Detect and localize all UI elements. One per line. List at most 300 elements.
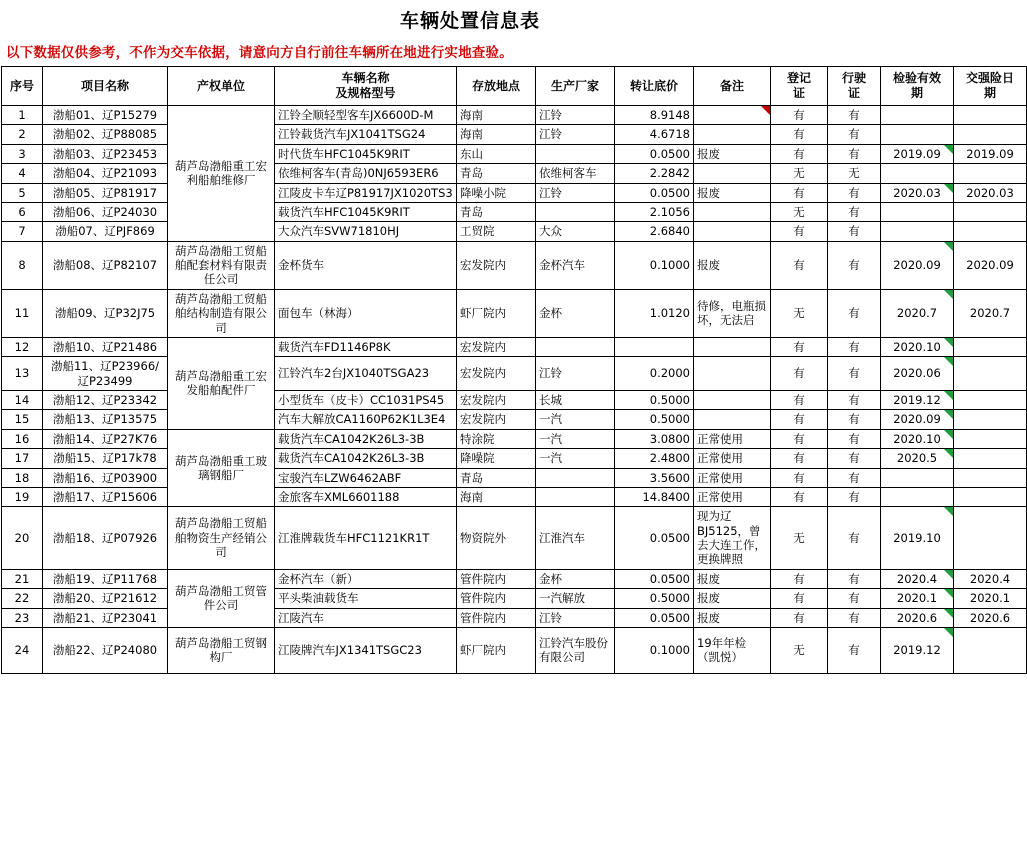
cell-index: 13 (2, 357, 43, 391)
cell-manufacturer: 江铃汽车股份有限公司 (536, 627, 615, 673)
header-index: 序号 (2, 67, 43, 106)
cell-project: 渤船15、辽P17k78 (43, 449, 168, 468)
cell-insurance-date (954, 507, 1027, 570)
cell-insurance-date (954, 125, 1027, 144)
cell-driving-license: 有 (828, 569, 881, 588)
cell-note (694, 202, 771, 221)
cell-insurance-date (954, 487, 1027, 506)
cell-index: 5 (2, 183, 43, 202)
cell-project: 渤船21、辽P23041 (43, 608, 168, 627)
cell-price: 4.6718 (615, 125, 694, 144)
cell-manufacturer (536, 144, 615, 163)
cell-inspection-validity: 2019.12 (881, 391, 954, 410)
cell-note (694, 106, 771, 125)
cell-project: 渤船04、辽P21093 (43, 164, 168, 183)
cell-inspection-validity: 2020.4 (881, 569, 954, 588)
cell-vehicle-name: 江陵牌汽车JX1341TSGC23 (275, 627, 457, 673)
cell-registration: 无 (771, 627, 828, 673)
cell-index: 8 (2, 241, 43, 289)
cell-note (694, 164, 771, 183)
cell-driving-license: 有 (828, 410, 881, 429)
cell-vehicle-name: 汽车大解放CA1160P62K1L3E4 (275, 410, 457, 429)
cell-project: 渤船11、辽P23966/辽P23499 (43, 357, 168, 391)
cell-manufacturer: 江铃 (536, 125, 615, 144)
cell-place: 宏发院内 (457, 337, 536, 356)
cell-inspection-validity (881, 164, 954, 183)
header-inspection-validity (881, 67, 954, 106)
cell-registration: 有 (771, 487, 828, 506)
cell-place: 虾厂院内 (457, 289, 536, 337)
cell-index: 2 (2, 125, 43, 144)
cell-place: 特涂院 (457, 429, 536, 448)
cell-vehicle-name: 载货汽车FD1146P8K (275, 337, 457, 356)
cell-project: 渤船06、辽P24030 (43, 202, 168, 221)
cell-project: 渤船20、辽P21612 (43, 589, 168, 608)
cell-note (694, 357, 771, 391)
table-row (2, 241, 1027, 289)
cell-inspection-validity (881, 125, 954, 144)
header-driving-license-line1: 行驶 (841, 71, 866, 85)
header-driving-license-line2: 证 (847, 86, 860, 100)
cell-price (615, 337, 694, 356)
table-row (2, 429, 1027, 448)
cell-place: 管件院内 (457, 589, 536, 608)
cell-place: 海南 (457, 487, 536, 506)
cell-index: 18 (2, 468, 43, 487)
cell-vehicle-name: 载货汽车HFC1045K9RIT (275, 202, 457, 221)
cell-project: 渤船03、辽P23453 (43, 144, 168, 163)
cell-driving-license: 有 (828, 627, 881, 673)
header-vehicle-line1: 车辆名称 (341, 71, 390, 85)
cell-registration: 有 (771, 241, 828, 289)
cell-project: 渤船01、辽P15279 (43, 106, 168, 125)
cell-manufacturer (536, 202, 615, 221)
cell-manufacturer: 依维柯客车 (536, 164, 615, 183)
cell-note: 正常使用 (694, 487, 771, 506)
cell-place: 管件院内 (457, 569, 536, 588)
table-row (2, 222, 1027, 241)
cell-insurance-date (954, 337, 1027, 356)
cell-insurance-date (954, 449, 1027, 468)
cell-project: 渤船10、辽P21486 (43, 337, 168, 356)
cell-place: 宏发院内 (457, 357, 536, 391)
cell-price: 0.5000 (615, 391, 694, 410)
cell-registration: 有 (771, 183, 828, 202)
cell-manufacturer: 一汽 (536, 449, 615, 468)
cell-driving-license: 有 (828, 183, 881, 202)
cell-inspection-validity (881, 468, 954, 487)
table-row (2, 487, 1027, 506)
cell-price: 0.5000 (615, 410, 694, 429)
cell-driving-license: 有 (828, 449, 881, 468)
cell-note (694, 337, 771, 356)
cell-insurance-date: 2020.1 (954, 589, 1027, 608)
cell-note (694, 125, 771, 144)
cell-price: 0.0500 (615, 507, 694, 570)
cell-vehicle-name: 金杯汽车（新） (275, 569, 457, 588)
cell-owner: 葫芦岛渤船工贸钢构厂 (168, 627, 275, 673)
cell-note: 报废 (694, 144, 771, 163)
cell-inspection-validity: 2019.09 (881, 144, 954, 163)
cell-inspection-validity: 2020.10 (881, 337, 954, 356)
cell-inspection-validity: 2020.6 (881, 608, 954, 627)
table-body (2, 106, 1027, 674)
cell-insurance-date (954, 106, 1027, 125)
cell-vehicle-name: 金旅客车XML6601188 (275, 487, 457, 506)
cell-manufacturer: 长城 (536, 391, 615, 410)
cell-place: 降噪院 (457, 449, 536, 468)
cell-inspection-validity: 2020.1 (881, 589, 954, 608)
cell-price: 0.1000 (615, 627, 694, 673)
header-registration-line2: 证 (792, 86, 805, 100)
cell-price: 0.0500 (615, 608, 694, 627)
table-row (2, 106, 1027, 125)
header-owner: 产权单位 (168, 67, 275, 106)
cell-note: 19年年检（凯悦） (694, 627, 771, 673)
cell-driving-license: 有 (828, 429, 881, 448)
cell-index: 6 (2, 202, 43, 221)
cell-owner: 葫芦岛渤船工贸船舶结构制造有限公司 (168, 289, 275, 337)
cell-vehicle-name: 面包车（林海） (275, 289, 457, 337)
cell-owner: 葫芦岛渤船重工宏发船舶配件厂 (168, 337, 275, 429)
cell-project: 渤船12、辽P23342 (43, 391, 168, 410)
cell-price: 2.6840 (615, 222, 694, 241)
cell-note (694, 410, 771, 429)
notice-text: 以下数据仅供参考，不作为交车依据，请意向方自行前往车辆所在地进行实地查验。 (6, 45, 513, 61)
cell-registration: 有 (771, 429, 828, 448)
cell-project: 渤船09、辽P32J75 (43, 289, 168, 337)
cell-registration: 有 (771, 449, 828, 468)
cell-owner: 葫芦岛渤船工贸船舶物资生产经销公司 (168, 507, 275, 570)
table-row (2, 183, 1027, 202)
cell-inspection-validity: 2020.7 (881, 289, 954, 337)
cell-vehicle-name: 载货汽车CA1042K26L3-3B (275, 429, 457, 448)
cell-insurance-date (954, 429, 1027, 448)
cell-inspection-validity: 2020.03 (881, 183, 954, 202)
table-row (2, 449, 1027, 468)
cell-insurance-date: 2020.6 (954, 608, 1027, 627)
cell-place: 物资院外 (457, 507, 536, 570)
cell-driving-license: 有 (828, 391, 881, 410)
cell-vehicle-name: 小型货车（皮卡）CC1031PS45 (275, 391, 457, 410)
cell-registration: 无 (771, 507, 828, 570)
cell-index: 1 (2, 106, 43, 125)
cell-place: 工贸院 (457, 222, 536, 241)
cell-registration: 有 (771, 391, 828, 410)
cell-registration: 有 (771, 410, 828, 429)
header-place: 存放地点 (457, 67, 536, 106)
cell-note: 报废 (694, 589, 771, 608)
cell-price: 2.2842 (615, 164, 694, 183)
cell-vehicle-name: 载货汽车CA1042K26L3-3B (275, 449, 457, 468)
cell-index: 12 (2, 337, 43, 356)
table-row (2, 289, 1027, 337)
header-price: 转让底价 (615, 67, 694, 106)
cell-place: 青岛 (457, 164, 536, 183)
cell-driving-license: 有 (828, 608, 881, 627)
cell-insurance-date (954, 410, 1027, 429)
cell-owner: 葫芦岛渤船重工玻璃钢船厂 (168, 429, 275, 507)
cell-driving-license: 有 (828, 106, 881, 125)
cell-manufacturer: 一汽 (536, 429, 615, 448)
cell-insurance-date (954, 222, 1027, 241)
cell-price: 0.2000 (615, 357, 694, 391)
cell-driving-license: 有 (828, 589, 881, 608)
cell-vehicle-name: 江淮牌载货车HFC1121KR1T (275, 507, 457, 570)
cell-insurance-date: 2020.4 (954, 569, 1027, 588)
cell-registration: 无 (771, 202, 828, 221)
cell-place: 降噪小院 (457, 183, 536, 202)
cell-note: 报废 (694, 569, 771, 588)
cell-insurance-date: 2019.09 (954, 144, 1027, 163)
cell-inspection-validity (881, 487, 954, 506)
header-insurance-line2: 期 (983, 86, 996, 100)
cell-insurance-date: 2020.03 (954, 183, 1027, 202)
cell-inspection-validity: 2019.10 (881, 507, 954, 570)
cell-vehicle-name: 江铃载货汽车JX1041TSG24 (275, 125, 457, 144)
cell-place: 青岛 (457, 468, 536, 487)
cell-driving-license: 有 (828, 222, 881, 241)
header-insurance-date (954, 67, 1027, 106)
cell-inspection-validity (881, 222, 954, 241)
cell-registration: 有 (771, 144, 828, 163)
cell-vehicle-name: 江铃全顺轻型客车JX6600D-M (275, 106, 457, 125)
cell-insurance-date (954, 391, 1027, 410)
cell-registration: 有 (771, 337, 828, 356)
cell-registration: 有 (771, 222, 828, 241)
cell-note (694, 391, 771, 410)
cell-manufacturer: 金杯汽车 (536, 241, 615, 289)
cell-manufacturer: 江铃 (536, 106, 615, 125)
table-row (2, 202, 1027, 221)
table-row (2, 357, 1027, 391)
cell-place: 青岛 (457, 202, 536, 221)
cell-vehicle-name: 平头柴油载货车 (275, 589, 457, 608)
cell-registration: 有 (771, 106, 828, 125)
cell-insurance-date (954, 468, 1027, 487)
cell-vehicle-name: 江陵皮卡车辽P81917JX1020TS3 (275, 183, 457, 202)
cell-owner: 葫芦岛渤船工贸船舶配套材料有限责任公司 (168, 241, 275, 289)
header-driving-license (828, 67, 881, 106)
table-row (2, 608, 1027, 627)
cell-vehicle-name: 江陵汽车 (275, 608, 457, 627)
cell-manufacturer: 一汽 (536, 410, 615, 429)
cell-manufacturer: 金杯 (536, 289, 615, 337)
cell-index: 17 (2, 449, 43, 468)
cell-project: 渤船19、辽P11768 (43, 569, 168, 588)
cell-registration: 无 (771, 289, 828, 337)
cell-owner: 葫芦岛渤船工贸管件公司 (168, 569, 275, 627)
cell-registration: 有 (771, 569, 828, 588)
cell-inspection-validity: 2020.09 (881, 410, 954, 429)
cell-index: 11 (2, 289, 43, 337)
table-row (2, 569, 1027, 588)
cell-manufacturer: 一汽解放 (536, 589, 615, 608)
cell-price: 0.5000 (615, 589, 694, 608)
cell-registration: 无 (771, 164, 828, 183)
cell-driving-license: 有 (828, 241, 881, 289)
page-title: 车辆处置信息表 (399, 10, 540, 32)
cell-note: 现为辽BJ5125，曾去大连工作，更换牌照 (694, 507, 771, 570)
cell-index: 14 (2, 391, 43, 410)
cell-index: 3 (2, 144, 43, 163)
cell-place: 宏发院内 (457, 391, 536, 410)
cell-registration: 有 (771, 589, 828, 608)
cell-inspection-validity (881, 202, 954, 221)
cell-project: 渤船16、辽P03900 (43, 468, 168, 487)
header-registration (771, 67, 828, 106)
table-row (2, 507, 1027, 570)
cell-manufacturer (536, 337, 615, 356)
header-inspection-line1: 检验有效 (892, 71, 941, 85)
cell-price: 0.1000 (615, 241, 694, 289)
cell-index: 24 (2, 627, 43, 673)
cell-price: 0.0500 (615, 569, 694, 588)
header-inspection-line2: 期 (910, 86, 923, 100)
cell-registration: 有 (771, 125, 828, 144)
cell-project: 渤船18、辽P07926 (43, 507, 168, 570)
cell-vehicle-name: 金杯货车 (275, 241, 457, 289)
header-maker: 生产厂家 (536, 67, 615, 106)
vehicle-disposal-table (1, 66, 1027, 674)
cell-note: 正常使用 (694, 449, 771, 468)
table-row (2, 391, 1027, 410)
cell-price: 0.0500 (615, 183, 694, 202)
cell-insurance-date: 2020.7 (954, 289, 1027, 337)
cell-inspection-validity: 2020.10 (881, 429, 954, 448)
cell-index: 16 (2, 429, 43, 448)
cell-place: 海南 (457, 125, 536, 144)
cell-project: 渤船05、辽P81917 (43, 183, 168, 202)
header-row (2, 67, 1027, 106)
cell-index: 20 (2, 507, 43, 570)
cell-inspection-validity: 2020.5 (881, 449, 954, 468)
cell-vehicle-name: 依维柯客车(青岛)0NJ6593ER6 (275, 164, 457, 183)
table-row (2, 410, 1027, 429)
cell-index: 15 (2, 410, 43, 429)
header-vehicle (275, 67, 457, 106)
cell-manufacturer: 江铃 (536, 183, 615, 202)
table-row (2, 468, 1027, 487)
cell-insurance-date (954, 164, 1027, 183)
cell-price: 8.9148 (615, 106, 694, 125)
cell-vehicle-name: 宝骏汽车LZW6462ABF (275, 468, 457, 487)
table-row (2, 125, 1027, 144)
cell-insurance-date: 2020.09 (954, 241, 1027, 289)
header-vehicle-line2: 及规格型号 (335, 86, 396, 100)
cell-index: 23 (2, 608, 43, 627)
cell-manufacturer: 金杯 (536, 569, 615, 588)
cell-price: 14.8400 (615, 487, 694, 506)
cell-note: 正常使用 (694, 429, 771, 448)
cell-manufacturer (536, 468, 615, 487)
cell-inspection-validity: 2019.12 (881, 627, 954, 673)
header-insurance-line1: 交强险日 (965, 71, 1014, 85)
cell-manufacturer (536, 487, 615, 506)
cell-driving-license: 有 (828, 125, 881, 144)
cell-project: 渤船08、辽P82107 (43, 241, 168, 289)
cell-inspection-validity: 2020.06 (881, 357, 954, 391)
cell-registration: 有 (771, 608, 828, 627)
cell-note: 正常使用 (694, 468, 771, 487)
table-row (2, 337, 1027, 356)
cell-driving-license: 有 (828, 357, 881, 391)
cell-project: 渤船22、辽P24080 (43, 627, 168, 673)
header-note: 备注 (694, 67, 771, 106)
cell-place: 虾厂院内 (457, 627, 536, 673)
cell-project: 渤船13、辽P13575 (43, 410, 168, 429)
cell-place: 宏发院内 (457, 410, 536, 429)
cell-place: 海南 (457, 106, 536, 125)
cell-insurance-date (954, 202, 1027, 221)
cell-note: 待修，电瓶损坏，无法启 (694, 289, 771, 337)
cell-driving-license: 有 (828, 144, 881, 163)
cell-price: 2.1056 (615, 202, 694, 221)
cell-vehicle-name: 大众汽车SVW71810HJ (275, 222, 457, 241)
cell-vehicle-name: 时代货车HFC1045K9RIT (275, 144, 457, 163)
cell-price: 0.0500 (615, 144, 694, 163)
table-row (2, 589, 1027, 608)
cell-driving-license: 有 (828, 507, 881, 570)
cell-inspection-validity (881, 106, 954, 125)
cell-manufacturer: 江铃 (536, 357, 615, 391)
cell-place: 管件院内 (457, 608, 536, 627)
cell-manufacturer: 江铃 (536, 608, 615, 627)
header-registration-line1: 登记 (786, 71, 811, 85)
cell-project: 渤船07、辽PJF869 (43, 222, 168, 241)
cell-index: 22 (2, 589, 43, 608)
cell-price: 3.0800 (615, 429, 694, 448)
cell-price: 3.5600 (615, 468, 694, 487)
table-row (2, 164, 1027, 183)
cell-driving-license: 有 (828, 289, 881, 337)
cell-note (694, 222, 771, 241)
cell-note: 报废 (694, 241, 771, 289)
cell-registration: 有 (771, 468, 828, 487)
table-row (2, 144, 1027, 163)
cell-note: 报废 (694, 608, 771, 627)
cell-vehicle-name: 江铃汽车2台JX1040TSGA23 (275, 357, 457, 391)
cell-project: 渤船17、辽P15606 (43, 487, 168, 506)
cell-driving-license: 有 (828, 202, 881, 221)
cell-project: 渤船14、辽P27K76 (43, 429, 168, 448)
cell-insurance-date (954, 357, 1027, 391)
cell-price: 1.0120 (615, 289, 694, 337)
cell-place: 宏发院内 (457, 241, 536, 289)
cell-driving-license: 有 (828, 337, 881, 356)
cell-place: 东山 (457, 144, 536, 163)
table-row (2, 627, 1027, 673)
cell-inspection-validity: 2020.09 (881, 241, 954, 289)
cell-driving-license: 无 (828, 164, 881, 183)
header-project: 项目名称 (43, 67, 168, 106)
cell-index: 7 (2, 222, 43, 241)
cell-note: 报废 (694, 183, 771, 202)
cell-registration: 有 (771, 357, 828, 391)
cell-owner: 葫芦岛渤船重工宏利船舶维修厂 (168, 106, 275, 242)
cell-index: 4 (2, 164, 43, 183)
table-header (2, 67, 1027, 106)
cell-insurance-date (954, 627, 1027, 673)
cell-index: 19 (2, 487, 43, 506)
cell-driving-license: 有 (828, 487, 881, 506)
cell-driving-license: 有 (828, 468, 881, 487)
cell-manufacturer: 大众 (536, 222, 615, 241)
cell-project: 渤船02、辽P88085 (43, 125, 168, 144)
cell-price: 2.4800 (615, 449, 694, 468)
cell-manufacturer: 江淮汽车 (536, 507, 615, 570)
cell-index: 21 (2, 569, 43, 588)
